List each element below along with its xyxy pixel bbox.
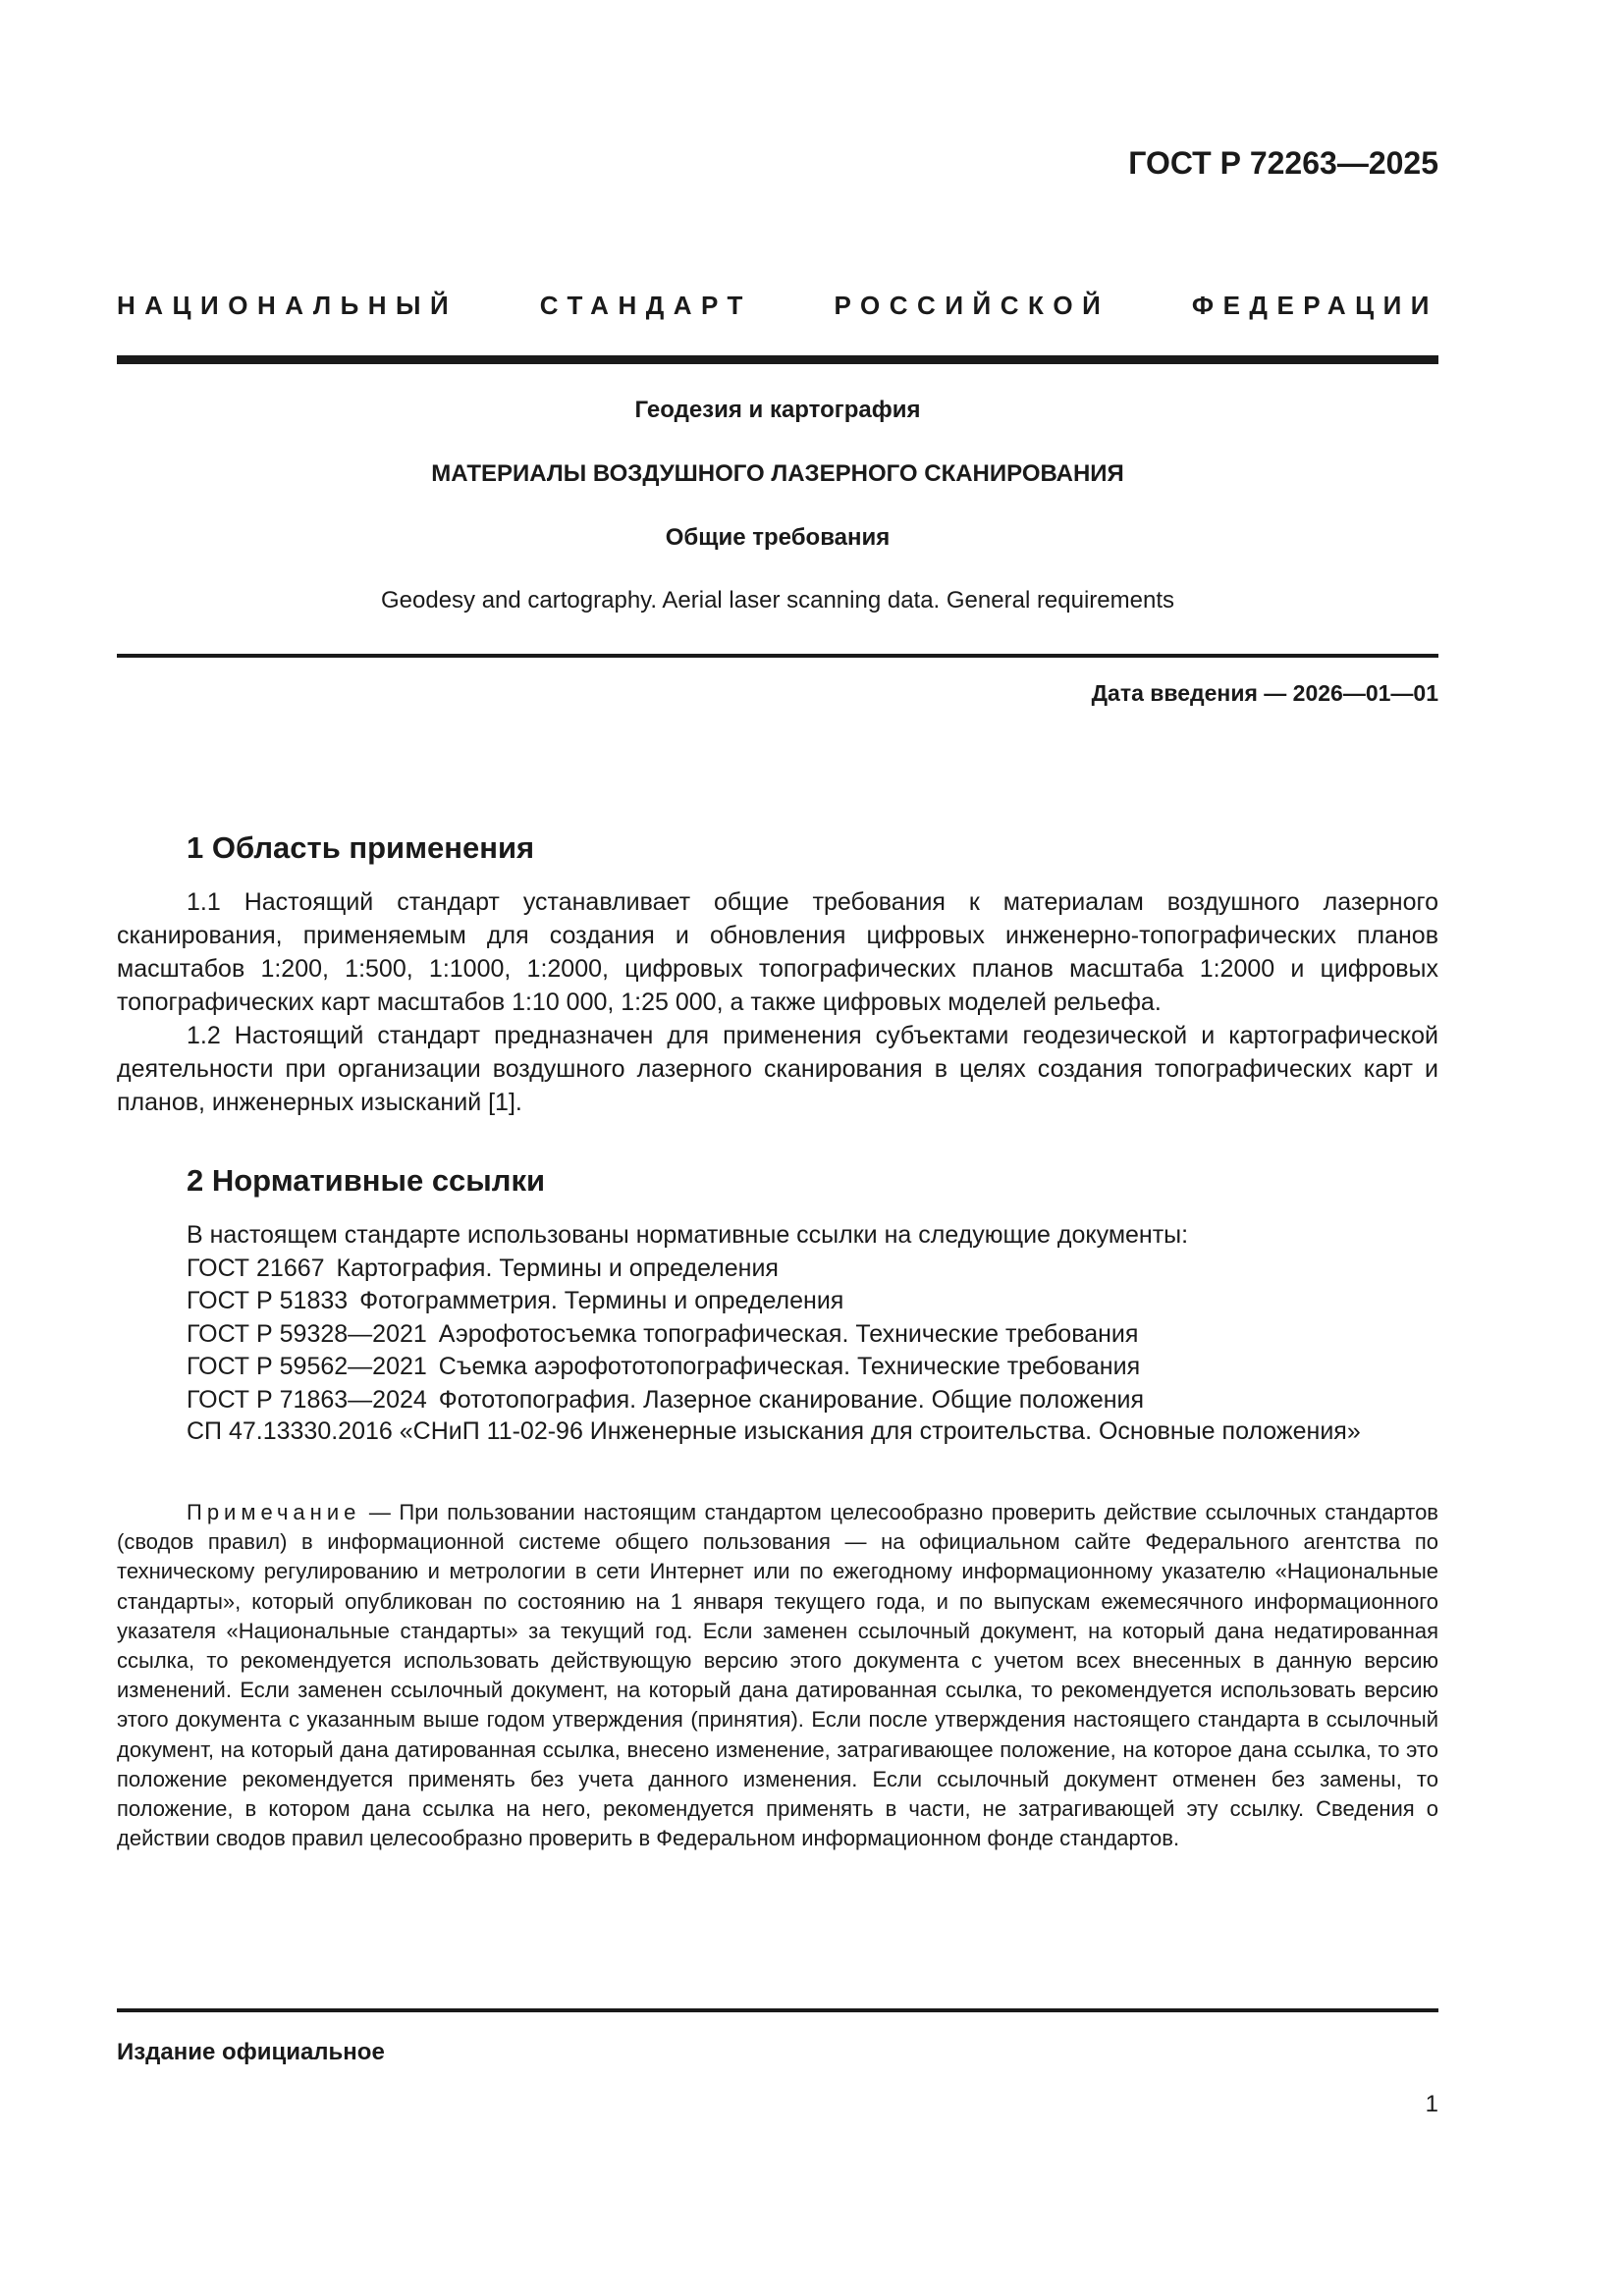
reference-title: Фотограмметрия. Термины и определения [359, 1287, 844, 1314]
standard-subtitle: Общие требования [665, 524, 891, 551]
reference-item-sp: СП 47.13330.2016 «СНиП 11-02-96 Инженерные изыскания для строительства. Основные положения» [187, 1417, 1361, 1445]
section-2-heading: 2 Нормативные ссылки [187, 1163, 546, 1198]
document-page [117, 0, 1438, 2296]
standard-title-english: Geodesy and cartography. Aerial laser scanning data. General requirements [380, 587, 1175, 614]
standard-field: Геодезия и картография [634, 397, 921, 423]
section-1-heading: 1 Область применения [187, 830, 535, 865]
reference-code: ГОСТ Р 59328—2021 [187, 1319, 427, 1348]
national-standard-banner: НАЦИОНАЛЬНЫЙ СТАНДАРТ РОССИЙСКОЙ ФЕДЕРАЦИИ [117, 291, 1438, 320]
reference-title: Аэрофотосъемка топографическая. Технические требования [438, 1319, 1139, 1348]
title-divider [117, 654, 1438, 658]
note-label: Примечание [187, 1500, 361, 1524]
reference-code: ГОСТ Р 71863—2024 [187, 1385, 427, 1414]
reference-code: ГОСТ Р 51833 [187, 1287, 349, 1314]
normative-references-list [187, 1219, 1438, 1416]
reference-title: Фототопография. Лазерное сканирование. Общие положения [438, 1385, 1145, 1414]
official-edition-label: Издание официальное [117, 2039, 385, 2065]
document-number: ГОСТ Р 72263—2025 [1128, 145, 1438, 181]
paragraph-1-2: 1.2 Настоящий стандарт предназначен для применения субъектами геодезической и картографической деятельности при организации воздушного лазерного сканирования в целях создания топографических карт и планов, инженерных изысканий [1]. [117, 1022, 1438, 1116]
note-text: — При пользовании настоящим стандартом целесообразно проверить действие ссылочных стандартов (сводов правил) в информационной системе общего пользования — на официальном сайте Федерального агентства по техническому регулированию и метрологии в сети Интернет или по ежегодному информационному указателю «Национальные стандарты», который опубликован по состоянию на 1 января текущего года, и по выпускам ежемесячного информационного указателя «Национальные стандарты» за текущий год. Если заменен ссылочный документ, на который дана недатированная ссылка, то рекомендуется использовать действующую версию этого документа с учетом всех внесенных в данную версию изменений. Если заменен ссылочный документ, на который дана датированная ссылка, то рекомендуется использовать версию этого документа с указанным выше годом утверждения (принятия). Если после утверждения настоящего стандарта в ссылочный документ, на который дана датированная ссылка, внесено изменение, затрагивающее положение, на которое дана ссылка, то это положение рекомендуется применять без учета данного изменения. Если ссылочный документ отменен без замены, то положение, в котором дана ссылка на него, рекомендуется применять в части, не затрагивающей эту ссылку. Сведения о действии сводов правил целесообразно проверить в Федеральном информационном фонде стандартов. [117, 1500, 1438, 1851]
reference-code: ГОСТ 21667 [187, 1254, 325, 1282]
standard-title: МАТЕРИАЛЫ ВОЗДУШНОГО ЛАЗЕРНОГО СКАНИРОВАНИЯ [431, 460, 1124, 487]
reference-item [187, 1285, 1438, 1318]
header-divider [117, 355, 1438, 364]
reference-item [187, 1253, 1438, 1286]
reference-item [187, 1351, 1438, 1384]
footer-divider [117, 2008, 1438, 2012]
reference-title: Съемка аэрофототопографическая. Технические требования [438, 1353, 1141, 1380]
references-intro: В настоящем стандарте использованы нормативные ссылки на следующие документы: [187, 1221, 1189, 1249]
reference-item [187, 1384, 1438, 1417]
reference-title: Картография. Термины и определения [336, 1254, 779, 1282]
reference-code: ГОСТ Р 59562—2021 [187, 1353, 427, 1380]
paragraph-1-1: 1.1 Настоящий стандарт устанавливает общие требования к материалам воздушного лазерного сканирования, применяемым для создания и обновления цифровых инженерно-топографических планов масштабов 1:200, 1:500, 1:1000, 1:2000, цифровых топографических планов масштаба 1:2000 и цифровых топографических карт масштабов 1:10 000, 1:25 000, а также цифровых моделей рельефа. [117, 888, 1438, 1016]
references-note [117, 1498, 1438, 1853]
page-number: 1 [1425, 2091, 1438, 2117]
introduction-date: Дата введения — 2026—01—01 [1091, 680, 1438, 706]
reference-item [187, 1318, 1438, 1352]
